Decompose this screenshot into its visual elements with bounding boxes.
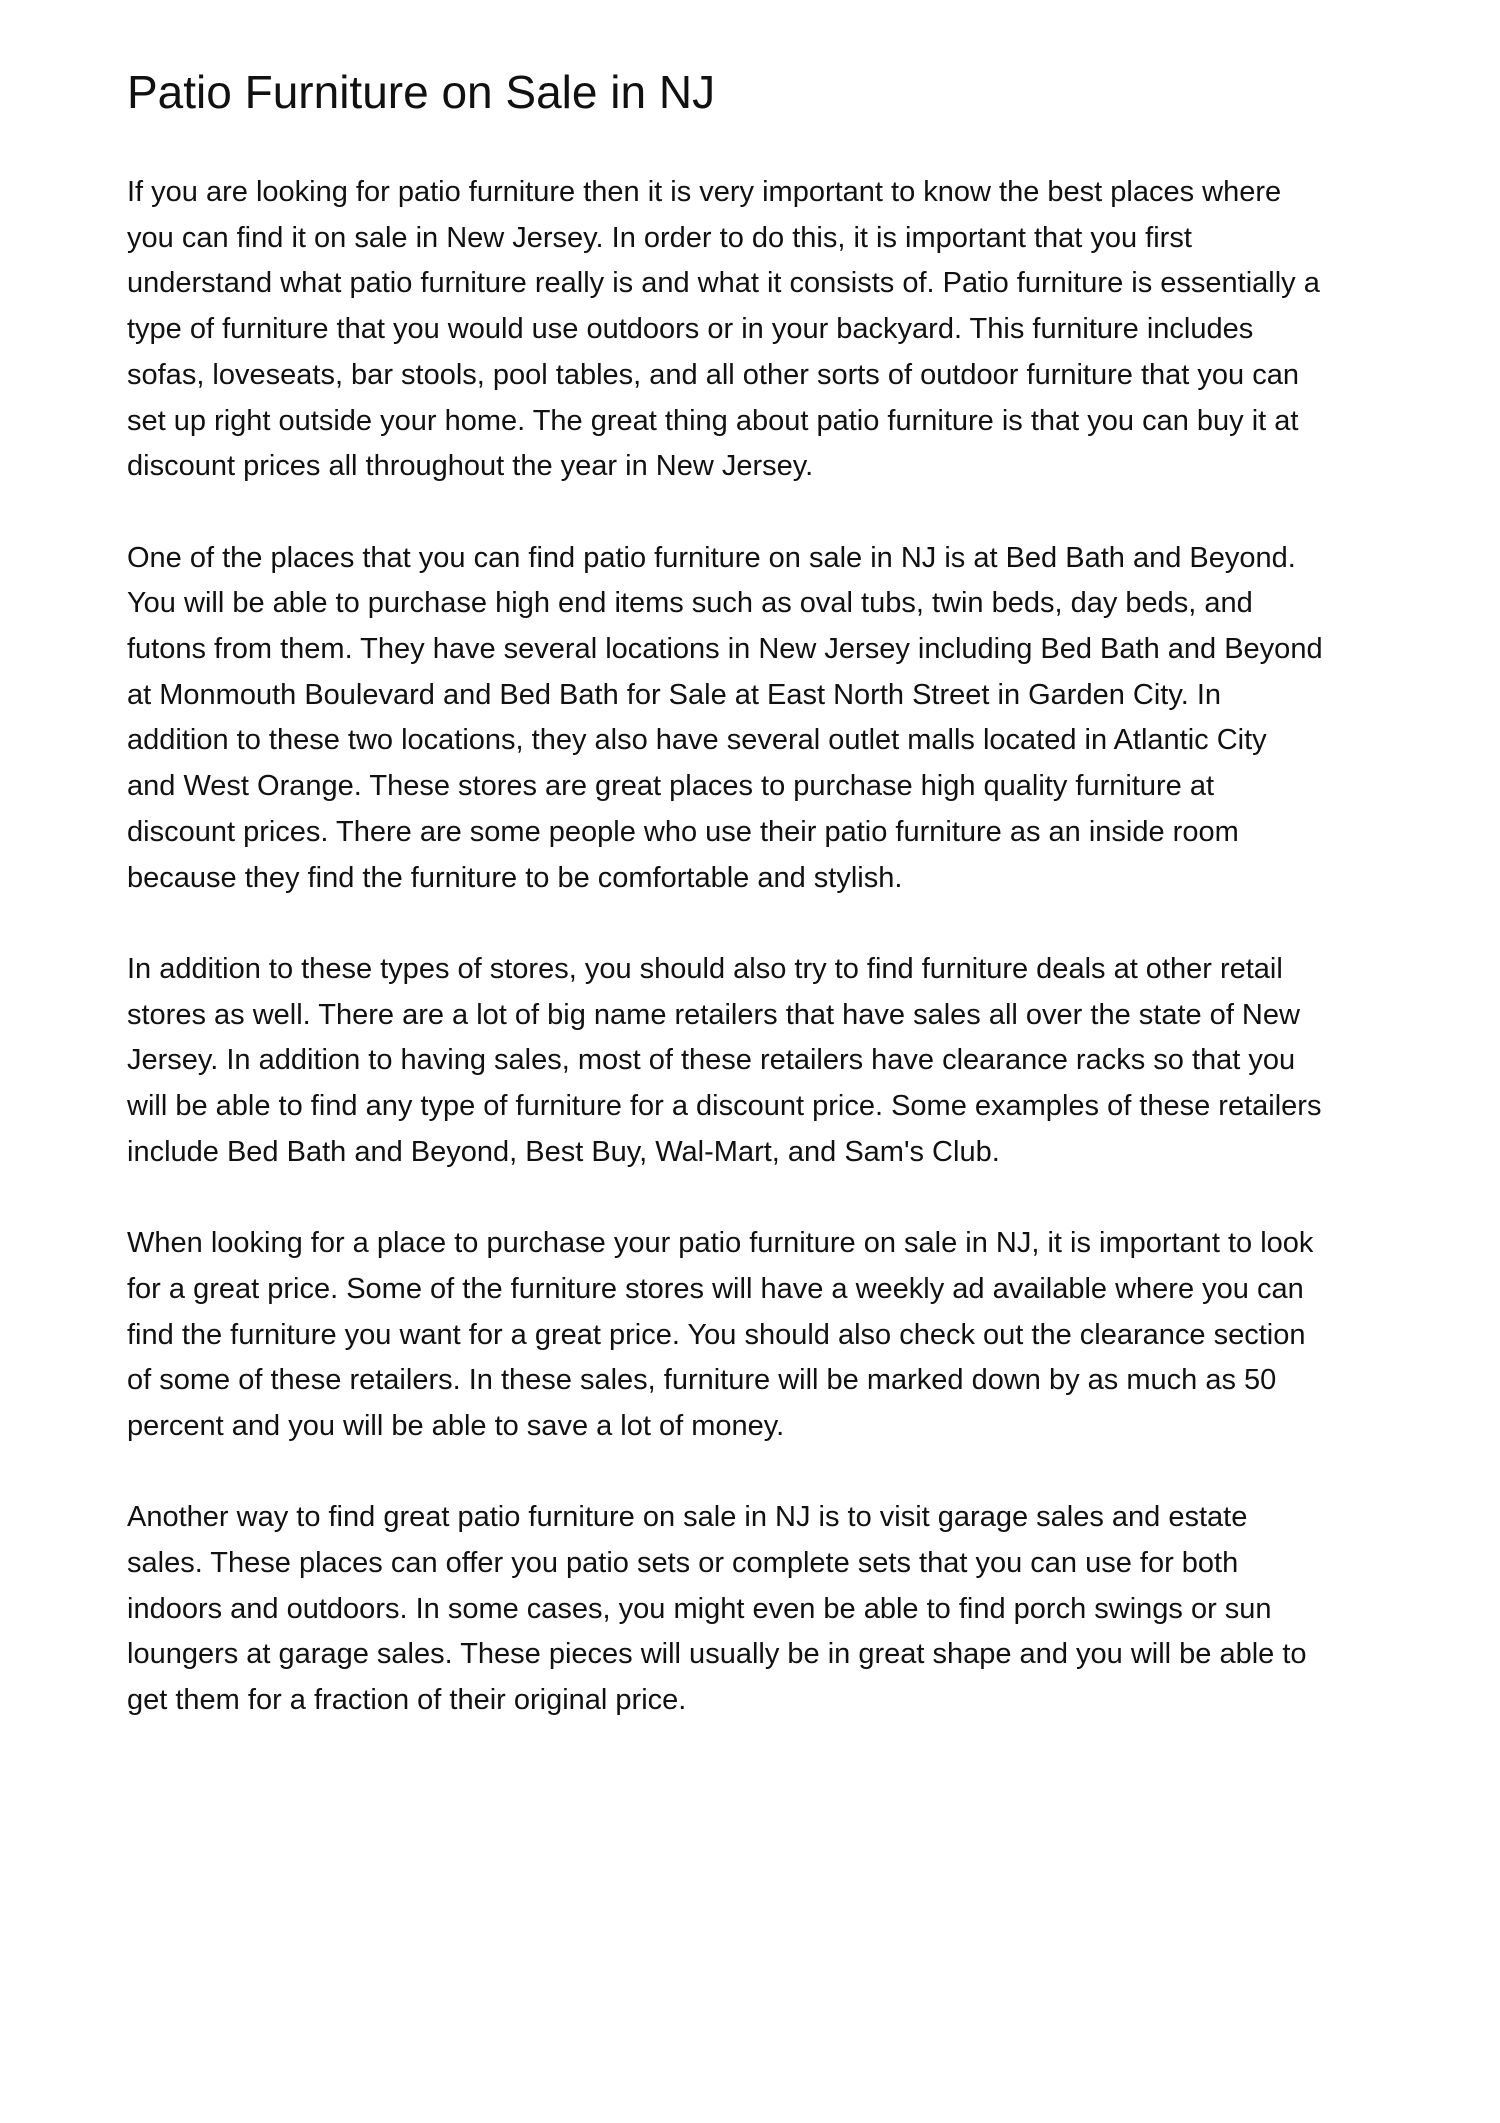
text-line: One of the places that you can find patio furniture on sale in NJ is at Bed Bath and Beyond. xyxy=(127,541,1296,574)
text-line: When looking for a place to purchase your patio furniture on sale in NJ, it is important to look xyxy=(127,1227,1314,1260)
page-title: Patio Furniture on Sale in NJ xyxy=(127,66,716,118)
paragraph xyxy=(127,536,1323,902)
text-line: addition to these two locations, they also have several outlet malls located in Atlantic City xyxy=(127,724,1267,757)
text-line: Jersey. In addition to having sales, most of these retailers have clearance racks so that you xyxy=(127,1044,1296,1077)
text-line: at Monmouth Boulevard and Bed Bath for Sale at East North Street in Garden City. In xyxy=(127,678,1221,711)
text-line: sales. These places can offer you patio sets or complete sets that you can use for both xyxy=(127,1547,1239,1580)
text-line: set up right outside your home. The great thing about patio furniture is that you can buy it at xyxy=(127,404,1299,437)
text-line: of some of these retailers. In these sales, furniture will be marked down by as much as 50 xyxy=(127,1364,1277,1397)
text-line: because they find the furniture to be comfortable and stylish. xyxy=(127,861,903,894)
text-line: stores as well. There are a lot of big name retailers that have sales all over the state of New xyxy=(127,998,1300,1031)
text-line: you can find it on sale in New Jersey. In order to do this, it is important that you first xyxy=(127,221,1192,254)
text-line: for a great price. Some of the furniture stores will have a weekly ad available where you can xyxy=(127,1272,1304,1305)
text-line: discount prices all throughout the year in New Jersey. xyxy=(127,450,814,483)
text-line: sofas, loveseats, bar stools, pool tables, and all other sorts of outdoor furniture that you can xyxy=(127,358,1299,391)
paragraph xyxy=(127,1495,1323,1724)
text-line: loungers at garage sales. These pieces will usually be in great shape and you will be able to xyxy=(127,1638,1307,1671)
text-line: If you are looking for patio furniture then it is very important to know the best places where xyxy=(127,176,1282,208)
text-line: and West Orange. These stores are great places to purchase high quality furniture at xyxy=(127,770,1215,803)
text-line: percent and you will be able to save a lot of money. xyxy=(127,1409,785,1442)
text-line: Another way to find great patio furniture on sale in NJ is to visit garage sales and estate xyxy=(127,1501,1248,1534)
paragraph xyxy=(127,170,1323,490)
text-line: include Bed Bath and Beyond, Best Buy, Wal-Mart, and Sam's Club. xyxy=(127,1135,1000,1168)
paragraph xyxy=(127,1221,1323,1450)
paragraph xyxy=(127,947,1323,1176)
text-line: discount prices. There are some people who use their patio furniture as an inside room xyxy=(127,815,1239,848)
text-line: will be able to find any type of furniture for a discount price. Some examples of these retailers xyxy=(127,1090,1322,1123)
text-line: find the furniture you want for a great price. You should also check out the clearance section xyxy=(127,1318,1306,1351)
text-line: understand what patio furniture really is and what it consists of. Patio furniture is essentially a xyxy=(127,267,1320,300)
text-line: In addition to these types of stores, you should also try to find furniture deals at other retail xyxy=(127,952,1283,985)
text-line: type of furniture that you would use outdoors or in your backyard. This furniture includes xyxy=(127,313,1254,346)
text-line: You will be able to purchase high end items such as oval tubs, twin beds, day beds, and xyxy=(127,587,1253,620)
article-body xyxy=(127,170,1323,1770)
text-line: indoors and outdoors. In some cases, you might even be able to find porch swings or sun xyxy=(127,1592,1272,1625)
text-line: get them for a fraction of their original price. xyxy=(127,1684,687,1717)
text-line: futons from them. They have several locations in New Jersey including Bed Bath and Beyond xyxy=(127,633,1323,666)
